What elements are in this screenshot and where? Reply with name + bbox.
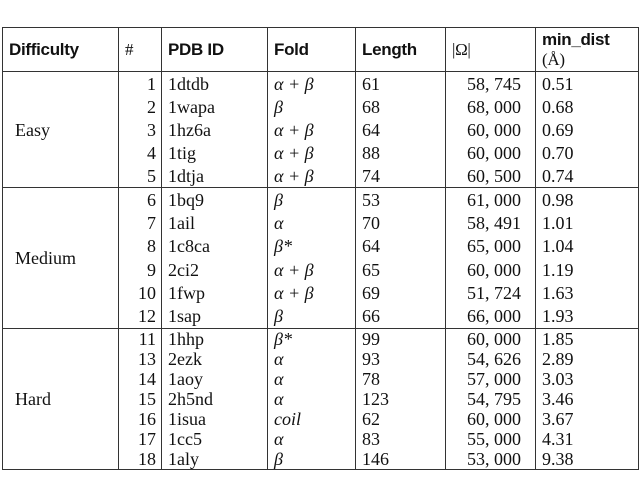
cell-num: 9: [119, 258, 162, 281]
cell-fold: β*: [268, 328, 356, 349]
cell-pdb: 1hz6a: [162, 118, 268, 141]
cell-pdb: 1isua: [162, 409, 268, 429]
cell-min-dist: 1.63: [536, 281, 639, 304]
cell-pdb: 1aly: [162, 449, 268, 470]
cell-min-dist: 1.19: [536, 258, 639, 281]
cell-fold: α: [268, 369, 356, 389]
difficulty-hard: Hard: [3, 328, 119, 469]
cell-num: 15: [119, 389, 162, 409]
cell-fold: α + β: [268, 164, 356, 188]
cell-fold: coil: [268, 409, 356, 429]
cell-length: 74: [356, 164, 446, 188]
cell-min-dist: 3.67: [536, 409, 639, 429]
header-difficulty: Difficulty: [3, 28, 119, 72]
cell-pdb: 1c8ca: [162, 235, 268, 258]
cell-pdb: 2ci2: [162, 258, 268, 281]
difficulty-easy: Easy: [3, 72, 119, 188]
header-min-dist-unit: (Å): [542, 49, 565, 69]
cell-length: 93: [356, 349, 446, 369]
cell-num: 13: [119, 349, 162, 369]
cell-min-dist: 0.70: [536, 141, 639, 164]
cell-length: 78: [356, 369, 446, 389]
protein-difficulty-table: [2, 27, 639, 470]
cell-fold: β: [268, 449, 356, 470]
header-min-dist-label: min_dist: [542, 29, 610, 49]
cell-pdb: 1dtja: [162, 164, 268, 188]
cell-num: 11: [119, 328, 162, 349]
cell-num: 7: [119, 211, 162, 234]
cell-omega: 60, 500: [446, 164, 536, 188]
cell-length: 88: [356, 141, 446, 164]
cell-omega: 66, 000: [446, 304, 536, 328]
cell-min-dist: 0.98: [536, 188, 639, 212]
cell-min-dist: 1.93: [536, 304, 639, 328]
cell-omega: 53, 000: [446, 449, 536, 470]
cell-omega: 60, 000: [446, 258, 536, 281]
cell-pdb: 1tig: [162, 141, 268, 164]
cell-length: 62: [356, 409, 446, 429]
cell-omega: 60, 000: [446, 118, 536, 141]
cell-pdb: 1fwp: [162, 281, 268, 304]
cell-fold: α + β: [268, 258, 356, 281]
cell-omega: 60, 000: [446, 328, 536, 349]
cell-length: 146: [356, 449, 446, 470]
cell-omega: 58, 491: [446, 211, 536, 234]
cell-omega: 68, 000: [446, 95, 536, 118]
cell-min-dist: 9.38: [536, 449, 639, 470]
cell-pdb: 1wapa: [162, 95, 268, 118]
cell-pdb: 1hhp: [162, 328, 268, 349]
cell-fold: β: [268, 188, 356, 212]
cell-length: 99: [356, 328, 446, 349]
cell-length: 123: [356, 389, 446, 409]
cell-num: 18: [119, 449, 162, 470]
cell-length: 66: [356, 304, 446, 328]
cell-num: 1: [119, 72, 162, 96]
cell-length: 70: [356, 211, 446, 234]
header-pdb-id: PDB ID: [162, 28, 268, 72]
cell-length: 53: [356, 188, 446, 212]
cell-pdb: 2ezk: [162, 349, 268, 369]
cell-min-dist: 2.89: [536, 349, 639, 369]
cell-fold: α: [268, 211, 356, 234]
cell-min-dist: 1.04: [536, 235, 639, 258]
cell-min-dist: 1.85: [536, 328, 639, 349]
cell-omega: 54, 626: [446, 349, 536, 369]
cell-length: 61: [356, 72, 446, 96]
cell-num: 14: [119, 369, 162, 389]
difficulty-medium: Medium: [3, 188, 119, 329]
header-row: [3, 28, 639, 72]
cell-fold: β*: [268, 235, 356, 258]
cell-min-dist: 1.01: [536, 211, 639, 234]
cell-length: 64: [356, 235, 446, 258]
cell-min-dist: 4.31: [536, 429, 639, 449]
cell-omega: 65, 000: [446, 235, 536, 258]
cell-length: 69: [356, 281, 446, 304]
cell-length: 83: [356, 429, 446, 449]
table-row: [3, 328, 639, 349]
cell-fold: β: [268, 95, 356, 118]
cell-num: 5: [119, 164, 162, 188]
cell-num: 3: [119, 118, 162, 141]
cell-omega: 58, 745: [446, 72, 536, 96]
cell-min-dist: 0.51: [536, 72, 639, 96]
header-length: Length: [356, 28, 446, 72]
cell-fold: α: [268, 389, 356, 409]
header-omega: |Ω|: [446, 28, 536, 72]
cell-num: 12: [119, 304, 162, 328]
cell-length: 64: [356, 118, 446, 141]
cell-pdb: 1cc5: [162, 429, 268, 449]
cell-omega: 51, 724: [446, 281, 536, 304]
cell-omega: 61, 000: [446, 188, 536, 212]
cell-num: 6: [119, 188, 162, 212]
cell-num: 17: [119, 429, 162, 449]
cell-num: 4: [119, 141, 162, 164]
cell-omega: 60, 000: [446, 409, 536, 429]
cell-length: 65: [356, 258, 446, 281]
cell-min-dist: 3.03: [536, 369, 639, 389]
cell-fold: α: [268, 349, 356, 369]
cell-num: 2: [119, 95, 162, 118]
cell-min-dist: 0.74: [536, 164, 639, 188]
header-fold: Fold: [268, 28, 356, 72]
cell-omega: 57, 000: [446, 369, 536, 389]
cell-fold: α + β: [268, 72, 356, 96]
cell-pdb: 1aoy: [162, 369, 268, 389]
cell-pdb: 1sap: [162, 304, 268, 328]
table-row: [3, 72, 639, 96]
cell-fold: α: [268, 429, 356, 449]
cell-num: 8: [119, 235, 162, 258]
cell-omega: 60, 000: [446, 141, 536, 164]
cell-pdb: 1dtdb: [162, 72, 268, 96]
table-row: [3, 188, 639, 212]
cell-omega: 54, 795: [446, 389, 536, 409]
cell-min-dist: 0.69: [536, 118, 639, 141]
table-body: [3, 72, 639, 470]
cell-length: 68: [356, 95, 446, 118]
cell-omega: 55, 000: [446, 429, 536, 449]
cell-pdb: 2h5nd: [162, 389, 268, 409]
header-number: #: [119, 28, 162, 72]
cell-fold: β: [268, 304, 356, 328]
header-min-dist: [536, 28, 639, 72]
cell-pdb: 1bq9: [162, 188, 268, 212]
cell-pdb: 1ail: [162, 211, 268, 234]
cell-fold: α + β: [268, 141, 356, 164]
cell-fold: α + β: [268, 281, 356, 304]
cell-num: 10: [119, 281, 162, 304]
cell-fold: α + β: [268, 118, 356, 141]
cell-min-dist: 3.46: [536, 389, 639, 409]
cell-num: 16: [119, 409, 162, 429]
cell-min-dist: 0.68: [536, 95, 639, 118]
